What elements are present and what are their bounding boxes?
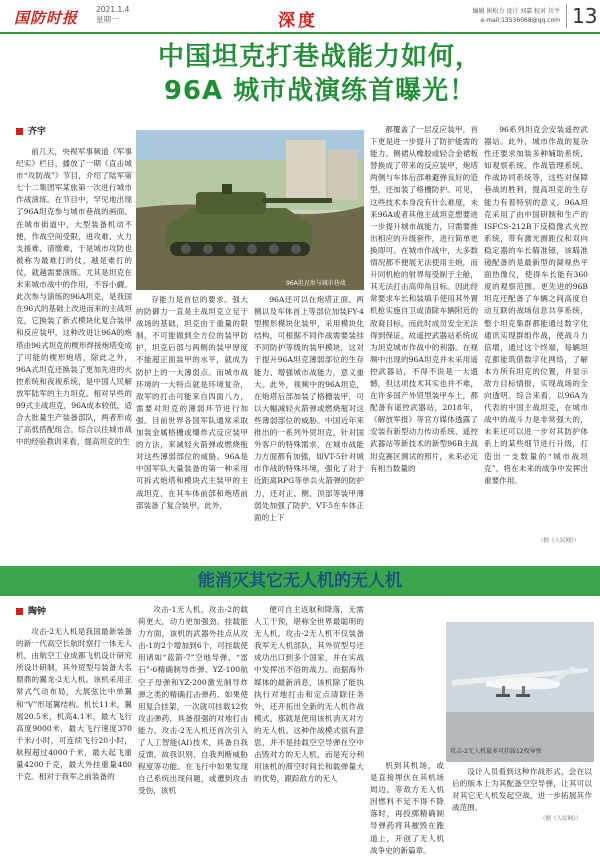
newspaper-logo: 国防时报	[14, 9, 79, 27]
drone-photo-caption: 攻击-2无人机最多可挂载12枚导弹	[450, 748, 542, 755]
article2-column-1	[16, 626, 132, 822]
article1-column-5	[484, 124, 588, 534]
article2-column-4	[370, 760, 444, 855]
issue-date-value: 2021.1.4	[96, 5, 130, 14]
article2-title	[0, 570, 600, 592]
article1-author	[16, 124, 46, 137]
article1-author-name: 齐宇	[28, 127, 47, 137]
headline-line-2: 96A 城市战演练首曝光！	[163, 76, 477, 106]
author-marker-icon	[16, 128, 23, 135]
article2-author-name: 陶钟	[28, 607, 47, 617]
article1-credit: （据《人民网》）	[538, 538, 580, 544]
article2-column-2	[138, 604, 248, 822]
drone-photo	[446, 622, 594, 762]
main-headline	[60, 40, 580, 108]
editor-email: e-mail:13536068@qq.com	[480, 17, 560, 24]
article1-column-3	[254, 294, 364, 558]
article1-column-2	[136, 294, 248, 558]
article1-column-4-text: 都覆盖了一层反应装甲，首下更是进一步提升了防护能需的能力。侧裙从橡胶或轻合金裙板替换成了带来的反应装甲，炮塔两侧与车体后部难避弹良好的造型，还加装了格栅防护。可见，这些技术本身没有什么难度，未来96A或者其他主战坦克想要进一步提升城市战能力，只需要推出相应的升级套件，进行简单更换即可。在城市作战中，大多数情况都不便展无法使用主炮，而升同机枪的射界每受制于主舱，其无法打击高仰角目标。因此经常要求车长和装填手使用其外置机枪实施自卫或清除车辆附近的敌裔目标，而此时成员安全无法得到保证，故遥控武器站系统成为坦克城市作战中的利器。在视频中出现的96A坦克并未采用遥控武器站，不得不说是一大遗憾，但这项技术其实也并不难，在许多国产外贸型装甲车上，都配备有遥控武器站，2018年，《解放军报》等官方媒体透露了安装有新型动力传动系统、遥控武器站等新技术的新型96B主战坦克赛区测试的照片，未来必定有相当数量的	[370, 125, 478, 473]
issue-date	[96, 5, 129, 25]
article2-column-3-text: 便可自主返航和降落，无需人工干预，堪称全世界最聪明的无人机。攻击-2无人机不仅装备我军无人机部队，其外贸型号还成功出口到多个国家，并在实战中发挥出不俗的战力。而据海外媒体的最新消息，该机除了能执执行对地打击和定点清除任务外，还开拓出全新的无人机作战模式，那就是使用该机消灭对方的无人机。这种作战模式很有意思，并不是挂载空空导弹在空中击毁对方的无人机，而是充分利用该机的滞空时间长和载弹量大的优势，跟踪敌方的无人	[254, 605, 364, 784]
page-number: 13	[566, 4, 597, 28]
article2-title-text: 能消灭其它无人机的无人机	[192, 571, 408, 591]
issue-weekday: 星期一	[96, 15, 119, 24]
article2-column-1-text: 攻击-2无人机是我国最新装备的新一代高空长航时察打一体无人机，由航空工业成都飞机设计研究所设计研制，其外贸型号装备大名鼎鼎的翼龙-2无人机。该机采用正常式气动布局，大展弦比中单翼和“V”形尾翼结构。机长11米，翼展20.5米，机高4.1米，最大飞行高度9000米，最大飞行速度370千米/小时，可连续飞行20小时，航程超过4000千米，最大起飞重量4200千克，最大外挂重量480千克。相对于我军之前装备的	[16, 627, 132, 782]
section-title: 深度	[278, 11, 318, 31]
article2-column-3	[254, 604, 364, 822]
drone-illustration-icon	[446, 622, 594, 762]
article2-column-5-text: 设计人员看到这种作战形式，会在以后的版本上为其配备空空导弹，让其可以对其它无人机发起空战，进一步拓展其作战范围。	[452, 767, 592, 813]
author-marker-icon	[16, 608, 23, 615]
masthead	[0, 0, 600, 34]
article1-column-2-text: 存能力是首位的要求。强大的防御力一直是主战坦克立足于战场的基础，坦克由于重量的限制，不可能做到全方位的装甲防护，坦克后部与两侧的装甲厚度不能超正面装甲的水平，就成为防护上的一大薄弱点。而城市战环境的一大特点就是环境复杂，敌军的打击可能来自四面八方，需要对坦克的薄弱环节进行加强。目前世界各国军队通常采取加装金属格栅或爆炸式反应装甲的方法，来减轻火箭弹或燃烧瓶对这些薄弱部位的威胁。96A是中国军队大量装备的第一种采用可拆式炮塔和模块式主装甲的主战坦克，在其车体前部和炮塔前部装备了复合装甲，此外，	[136, 295, 248, 510]
article1-column-1	[16, 146, 132, 558]
editor-credits	[440, 7, 560, 25]
article1-column-1-text: 前几天，央视军事频道《军事纪实》栏目，播放了一期《直击城市“攻防战”》节目，介绍了陆军第七十二集团军某旅第一次进行城市作战演练。在节目中，罕见地出现了96A坦克参与城市巷战的画面。在城市街道中，大型装备机动不便，作战空间受限，进攻难、火力支援难、清缴难，于是城市攻防也被称为最难打的仗，越是难打的仗，就越需要演练。尤其是坦克在未来城市战中的作用，不容小觑。此次参与演练的96A坦克，是我国在96式的基础上改进而来的主战坦克，它换装了新式模块化复合装甲和反应装甲，这种改进让96A的炮塔由96式坦克的楔形焊接炮塔变成了可能的楔形炮塔，除此之外，96A式坦克还换装了更加先进的火控系统和夜视系统，是中国人民解放军陆军的主力坦克。相对早些的99式主战坦克，96A成本较低，适合大批量生产装备部队，两者形成了高低搭配组合。综合以往城市战中的经验教训来看，提高坦克的生	[16, 147, 132, 447]
tank-photo-caption: 96A坦克参与城市巷战	[286, 280, 346, 287]
article1-column-5-text: 96系列坦克会安装遥控武器站。此外，城市作战的复杂性还要求加装多种辅助系统，如观察系统、作战管理系统、作战协同系统等，这些对保障巷战的胜利，提高坦克的生存能力有着特别的意义。96A坦克采用了由中国研制和生产的ISFCS-212B下反稳像式火控系统，带有激光测距仪和双向稳定器的车长瞄准镜，该瞄准镜配备的是最新型的凝视热平面热像仪，使得车长能有360度的观察范围。更先进的96B坦克还配备了车辆之间高度自动互联的战场信息共享系统，整个坦克集群都能通过数字化通讯实现群组作战，使战斗力倍增，通过这个终端，每辆坦克都能筑借数字化网络，了解本方所有坦克的位置，并显示敌方目标情报，实现战场的全向透明。综合来看，以96A为代表的中国主战坦克，在城市战中的战斗力是非常强大的，未来还可以进一步对其防护体系上的某些细节进行升级，打造出一支数量的“城市战坦克”，将在未来的战争中发挥出重要作用。	[484, 125, 588, 485]
article2-column-5	[452, 766, 592, 812]
article2-column-2-text: 攻击-1无人机，攻击-2的载荷更大，动力更加强劲。挂载能力方面，该机的武器外挂点从攻击-1的2个增加到6个，可挂载使用诸如“蓝箭-7”空地导弹、“雷石”-6精确制导炸弹、YZ-100航空子母弹和YZ-200激光制导炸弹之类的精确打击弹药。如果使用复合挂架，一次就可挂载12枚攻击弹药，具备很强的对地打击能力。攻击-2无人机还首次引入了人工智能(AI)技术，具备自我反馈、故我识别、自我判断威胁程度等功能。在飞行中如果发现自己系统出现问题，或遭到攻击受伤，该机	[138, 605, 248, 796]
article2-column-4-text: 机到其机场，或是直接埋伏在其机场周边，等敌方无人机因燃料不足不得不降落时，再投掷精确制导弹药将其摧毁在跑道上，开创了无人机战争史的新篇章。	[370, 761, 444, 855]
article2-author	[16, 604, 46, 617]
article2-credit: （据《人民网》）	[540, 816, 582, 822]
editor-names: 编辑 崔松力 设计 刘嘉 校对 川平	[472, 8, 560, 15]
tank-illustration-icon	[136, 130, 364, 290]
tank-photo	[136, 130, 364, 290]
article1-column-3-text: 96A还可以在炮塔正面、两侧以及车体首上等部位加装FY-4型楔形模块化装甲，采用模块化结构，可根据不同作战需要装挂不同防护等级的装甲模块，这对于提升96A坦克薄弱部位的生存能力、增强城市战能力，意义重大。此外，视频中的96A坦克，在炮塔后部加装了格栅装甲，可以大幅减轻火箭弹或燃烧瓶对这些薄弱部位的威胁。中国近年来推出的一系列外贸坦克，针对国外客户的特殊需求，在城市战能力方面都有加强，如VT-5针对城市作战的特殊环境，强化了对于近距离RPG等单兵火箭弹的防护力，还对正、侧、顶部等装甲薄弱处加强了防护。VT-5在车体正面的上下	[254, 295, 364, 522]
article1-column-4	[370, 124, 478, 558]
headline-line-1: 中国坦克打巷战能力如何，	[157, 42, 482, 72]
